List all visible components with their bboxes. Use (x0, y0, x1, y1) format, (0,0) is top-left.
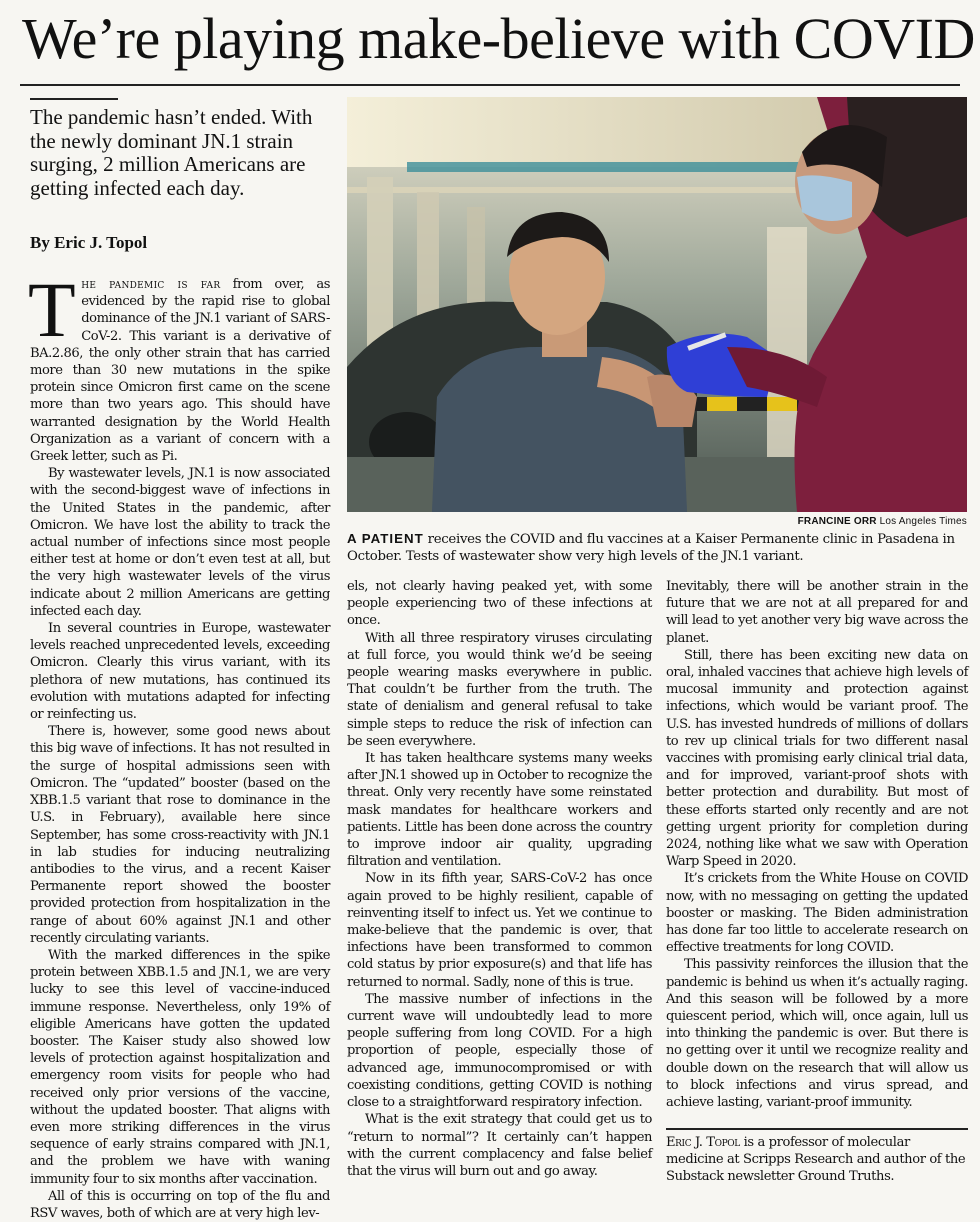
vaccination-photo-illustration (347, 97, 967, 512)
paragraph: Still, there has been exciting new data on oral, inhaled vaccines that achieve high levels of mucosal immunity and protection against infections, which would be variant proof. The U.S. has invested hundreds of millions of dollars to rev up clinical trials for two different nasal vaccines with promising early clinical trial data, and for improved, variant-proof shots with better protection and durability. But most of these efforts started only recently and are not getting urgent priority for completion during 2024, nothing like what we saw with Operation Warp Speed in 2020. (666, 647, 968, 870)
dek: The pandemic hasn’t ended. With the newly dominant JN.1 strain surging, 2 million Americans are getting infected each day. (30, 105, 313, 200)
author-name: Eric J. Topol (666, 1135, 740, 1150)
article-column-2 (347, 578, 652, 1180)
photo-credit-org: Los Angeles Times (879, 516, 967, 527)
dek-rule (30, 98, 118, 100)
headline: We’re playing make-believe with COVID (22, 6, 975, 71)
paragraph-text: from over, as evidenced by the rapid rise to global dominance of the JN.1 variant of SARS-CoV-2. This variant is a derivative of BA.2.86, the only other strain that has carried more than 30 new mutations in the spike protein since Omicron first came on the scene more than two years ago. This should have warranted designation by the World Health Organization as a variant of concern with a Greek letter, such as Pi. (30, 277, 330, 465)
photo-credit (347, 516, 967, 527)
paragraph: Inevitably, there will be another strain in the future that we are not at all prepared for and will lead to yet another very big wave across the planet. (666, 579, 968, 646)
author-bio (666, 1134, 968, 1186)
article-column-3 (666, 578, 968, 1111)
paragraph: With the marked differences in the spike protein between XBB.1.5 and JN.1, we are very lucky to see this level of vaccine-induced immune response. Nevertheless, only 19% of eligible Americans have gotten the updated booster. The Kaiser study also showed low levels of protection against hospitalization and emergency room visits for people who had received only prior versions of the vaccine, without the updated booster. That aligns with even more striking differences in the virus sequence of early strains compared with JN.1, and the problem we have with waning immunity four to six months after vaccination. (30, 947, 330, 1187)
paragraph: There is, however, some good news about this big wave of infections. It has not resulted in the surge of hospital admissions seen with Omicron. The “updated” booster (based on the XBB.1.5 variant that rose to dominance in the U.S. in February), available here since September, has some cross-reactivity with JN.1 in lab studies for inducing neutralizing antibodies to the virus, and a recent Kaiser Permanente report showed the booster provided protection from hospitalization in the range of about 60% against JN.1 and other recently circulating variants. (30, 724, 330, 946)
paragraph: Now in its fifth year, SARS-CoV-2 has once again proved to be highly resilient, capable of reinventing itself to infect us. Yet we continue to make-believe that the pandemic is over, that infections have been transformed to common cold status by prior exposure(s) and that life has returned to normal. Sadly, none of this is true. (347, 871, 652, 990)
author-bio-text: is a professor of molecular medicine at Scripps Research and author of the Substack newsletter Ground Truths. (666, 1135, 966, 1185)
headline-rule (20, 84, 960, 86)
paragraph: This passivity reinforces the illusion that the pandemic is behind us when it’s actually raging. And this season will be followed by a more quiescent period, which will, once again, lull us into thinking the pandemic is over. But there is no getting over it until we recognize reality and double down on the research that will allow us to block infections and virus spread, and achieve lasting, variant-proof immunity. (666, 957, 968, 1111)
paragraph: What is the exit strategy that could get us to “return to normal”? It certainly can’t happen with the current complacency and false belief that the virus will burn out and go away. (347, 1112, 652, 1179)
paragraph: All of this is occurring on top of the flu and RSV waves, both of which are at very high lev- (30, 1188, 330, 1221)
paragraph (28, 266, 330, 465)
article-photo (347, 97, 967, 512)
lead-in: he pandemic is far (81, 277, 221, 292)
paragraph: In several countries in Europe, wastewater levels reached unprecedented levels, exceeding Omicron. Clearly this virus variant, with its plethora of new mutations, has continued its evolution with mutations adapted for infecting or reinfecting us. (30, 621, 330, 723)
paragraph: The massive number of infections in the current wave will undoubtedly lead to more people suffering from long COVID. For a high proportion of people, especially those of advanced age, immunocompromised or with coexisting conditions, getting COVID is nothing close to a straightforward respiratory infection. (347, 991, 652, 1111)
photo-credit-name: FRANCINE ORR (797, 516, 877, 527)
paragraph: els, not clearly having peaked yet, with some people experiencing two of these infections at once. (347, 579, 652, 629)
caption-text: receives the COVID and flu vaccines at a Kaiser Permanente clinic in Pasadena in October. Tests of wastewater show very high levels of the JN.1 variant. (347, 532, 955, 564)
paragraph: With all three respiratory viruses circulating at full force, you would think we’d be seeing people wearing masks everywhere in public. That couldn’t be further from the truth. The state of denialism and general refusal to take simple steps to reduce the risk of infection can be seen everywhere. (347, 630, 652, 749)
article-column-1 (28, 266, 330, 1222)
caption-lead: A PATIENT (347, 531, 424, 546)
byline: By Eric J. Topol (30, 233, 148, 252)
paragraph: By wastewater levels, JN.1 is now associated with the second-biggest wave of infections in the United States in the pandemic, after Omicron. We have lost the ability to track the actual number of infections since most people either test at home or don’t even test at all, but the very high wastewater levels of the virus indicate about 2 million Americans are getting infected each day. (30, 466, 330, 619)
bio-rule (666, 1128, 968, 1130)
drop-cap: T (28, 266, 76, 353)
paragraph: It’s crickets from the White House on COVID now, with no messaging on getting the updated booster or masking. The Biden administration has done far too little to accelerate research on effective treatments for long COVID. (666, 871, 968, 956)
paragraph: It has taken healthcare systems many weeks after JN.1 showed up in October to recognize the threat. Only very recently have some reinstated mask mandates for healthcare workers and patients. Little has been done across the country to improve indoor air quality, upgrading filtration and ventilation. (347, 751, 652, 870)
photo-caption (347, 530, 967, 565)
